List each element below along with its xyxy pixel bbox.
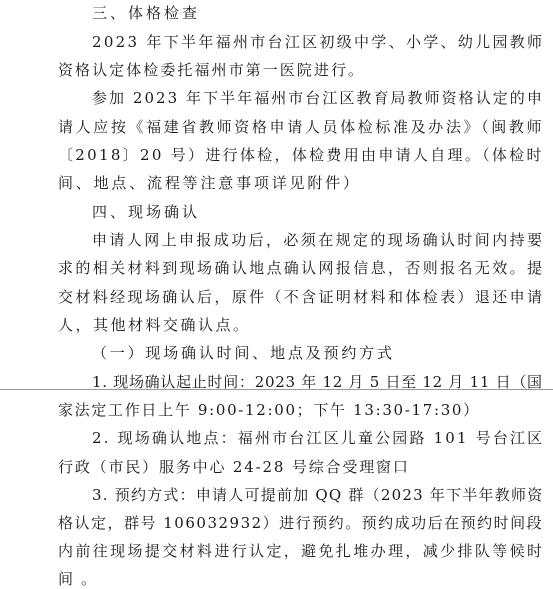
paragraph-line: 格认定，群号 106032932）进行预约。预约成功后在预约时间段 — [58, 514, 544, 532]
paragraph-line: 3. 预约方式：申请人可提前加 QQ 群（2023 年下半年教师资 — [92, 486, 544, 504]
paragraph-line: 间、地点、流程等注意事项详见附件） — [58, 174, 361, 192]
paragraph-line: 申请人网上申报成功后，必须在规定的现场确认时间内持要 — [92, 231, 545, 249]
horizontal-rule — [0, 389, 553, 390]
paragraph-line: 行政（市民）服务中心 24-28 号综合受理窗口 — [58, 458, 410, 476]
paragraph-line: 求的相关材料到现场确认地点确认网报信息，否则报名无效。提 — [58, 259, 545, 277]
paragraph-line: 2023 年下半年福州市台江区初级中学、小学、幼儿园教师 — [92, 33, 545, 51]
paragraph-line: 间。 — [58, 570, 105, 588]
paragraph-line: 〔2018〕20 号）进行体检，体检费用由申请人自理。（体检时 — [58, 146, 544, 164]
paragraph-line: 人，其他材料交确认点。 — [58, 316, 251, 334]
section-heading-physical-exam: 三、体格检查 — [92, 4, 201, 22]
section-heading-onsite-confirmation: 四、现场确认 — [92, 203, 201, 221]
paragraph-line: 2. 现场确认地点：福州市台江区儿童公园路 101 号台江区 — [92, 429, 545, 447]
paragraph-line: 内前往现场提交材料进行认定，避免扎堆办理，减少排队等候时 — [58, 542, 545, 560]
paragraph-line: 交材料经现场确认后，原件（不含证明材料和体检表）退还申请 — [58, 288, 545, 306]
paragraph-line: 1. 现场确认起止时间：2023 年 12 月 5 日至 12 月 11 日（国 — [92, 373, 543, 391]
paragraph-line: 资格认定体检委托福州市第一医院进行。 — [58, 61, 366, 79]
paragraph-line: 请人应按《福建省教师资格申请人员体检标准及办法》（闽教师 — [58, 118, 545, 136]
paragraph-line: 参加 2023 年下半年福州市台江区教育局教师资格认定的申 — [92, 89, 544, 107]
subsection-heading-time-place: （一）现场确认时间、地点及预约方式 — [92, 344, 395, 362]
paragraph-line: 家法定工作日上午 9:00-12:00；下午 13:30-17:30） — [58, 401, 480, 419]
